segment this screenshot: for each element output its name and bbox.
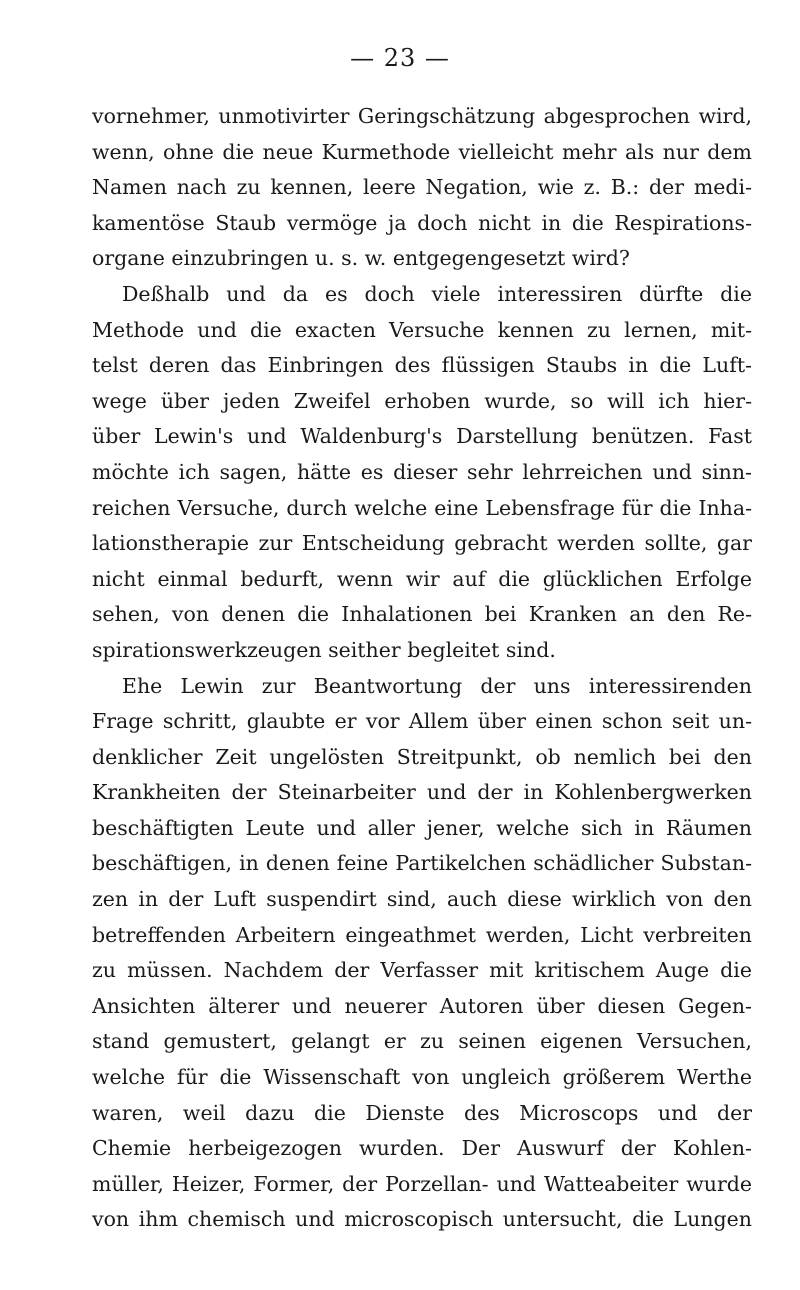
- text-line: beschäftigen, in denen feine Partikelchen schädlicher Substan-: [92, 851, 752, 876]
- text-line: Namen nach zu kennen, leere Negation, wie z. B.: der medi-: [92, 175, 752, 200]
- text-line: sehen, von denen die Inhalationen bei Kranken an den Re-: [92, 602, 752, 627]
- text-line: kamentöse Staub vermöge ja doch nicht in die Respirations-: [92, 210, 752, 235]
- text-line: reichen Versuche, durch welche eine Lebensfrage für die Inha-: [92, 495, 752, 520]
- text-line: von ihm chemisch und microscopisch untersucht, die Lungen: [92, 1207, 752, 1232]
- text-line: Ehe Lewin zur Beantwortung der uns interessirenden: [122, 673, 752, 698]
- text-line: welche für die Wissenschaft von ungleich größerem Werthe: [92, 1065, 752, 1090]
- text-line: lationstherapie zur Entscheidung gebracht werden sollte, gar: [92, 531, 752, 556]
- page-number: — 23 —: [350, 44, 450, 72]
- text-line: organe einzubringen u. s. w. entgegengesetzt wird?: [92, 246, 630, 271]
- text-line: Methode und die exacten Versuche kennen zu lernen, mit-: [92, 317, 752, 342]
- text-line: wege über jeden Zweifel erhoben wurde, so will ich hier-: [92, 388, 752, 413]
- text-line: wenn, ohne die neue Kurmethode vielleicht mehr als nur dem: [92, 139, 752, 164]
- text-line: Chemie herbeigezogen wurden. Der Auswurf der Kohlen-: [92, 1136, 752, 1161]
- text-line: über Lewin's und Waldenburg's Darstellung benützen. Fast: [92, 424, 752, 449]
- text-line: zen in der Luft suspendirt sind, auch diese wirklich von den: [92, 887, 752, 912]
- text-line: telst deren das Einbringen des flüssigen Staubs in die Luft-: [92, 353, 752, 378]
- text-line: vornehmer, unmotivirter Geringschätzung abgesprochen wird,: [92, 104, 752, 128]
- text-line: Ansichten älterer und neuerer Autoren über diesen Gegen-: [92, 993, 752, 1018]
- text-line: möchte ich sagen, hätte es dieser sehr lehrreichen und sinn-: [92, 459, 752, 484]
- text-line: zu müssen. Nachdem der Verfasser mit kritischem Auge die: [92, 958, 752, 983]
- text-line: nicht einmal bedurft, wenn wir auf die glücklichen Erfolge: [92, 566, 752, 591]
- text-line: beschäftigten Leute und aller jener, welche sich in Räumen: [92, 815, 752, 840]
- text-line: müller, Heizer, Former, der Porzellan- und Watteabeiter wurde: [92, 1171, 752, 1196]
- body-text: [92, 99, 752, 1238]
- text-line: denklicher Zeit ungelösten Streitpunkt, ob nemlich bei den: [92, 744, 752, 769]
- text-line: Frage schritt, glaubte er vor Allem über einen schon seit un-: [92, 709, 752, 734]
- text-line: Deßhalb und da es doch viele interessiren dürfte die: [122, 281, 752, 306]
- text-line: betreffenden Arbeitern eingeathmet werden, Licht verbreiten: [92, 922, 752, 947]
- text-line: Krankheiten der Steinarbeiter und der in Kohlenbergwerken: [92, 780, 752, 805]
- text-line: waren, weil dazu die Dienste des Microscops und der: [92, 1100, 752, 1125]
- text-line: spirationswerkzeugen seither begleitet sind.: [92, 637, 556, 662]
- text-line: stand gemustert, gelangt er zu seinen eigenen Versuchen,: [92, 1029, 752, 1054]
